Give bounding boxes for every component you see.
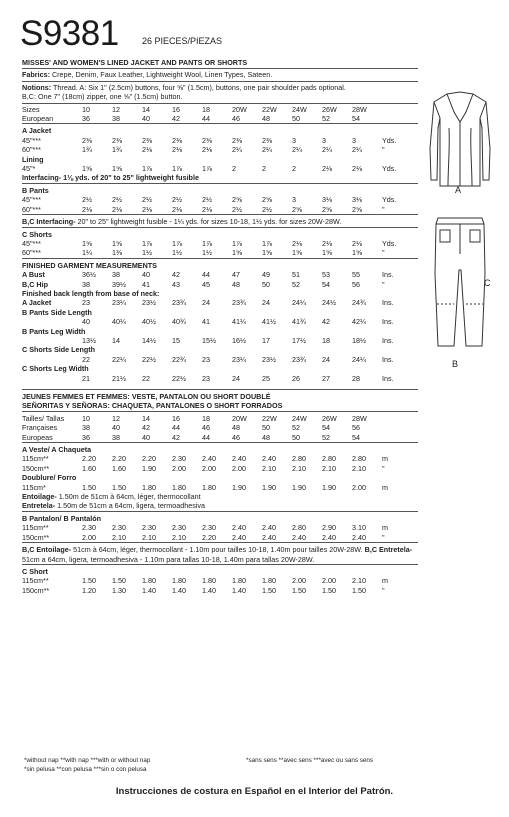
c-shorts-heading: C Shorts	[22, 229, 52, 239]
sizes-row: Sizes 10 12 14 16 18 20W 22W 24W 26W 28W	[22, 104, 367, 114]
c-115-row: 115cm** 1.50 1.50 1.80 1.80 1.80 1.80 1.80 2.00 2.00 2.10 m	[22, 576, 388, 586]
c-150-row: 150cm** 1.20 1.30 1.40 1.40 1.40 1.40 1.50 1.50 1.50 1.50 "	[22, 585, 385, 595]
jacket-line-drawing	[420, 88, 500, 193]
back-length-heading: Finished back length from base of neck:	[22, 288, 160, 298]
bc-entoilage-row: B,C Entoilage- 51cm à 64cm, léger, thermocollant - 1.10m pour tailles 10-18, 1.40m pour tailles 20W-28W. B,C Entretela- 51cm a 64cm, ligera, termoadhesiva - 1.10m para tallas 10-18, 1.40m para tallas 20W-28W.	[22, 545, 413, 564]
b-pants-heading: B Pants	[22, 185, 49, 195]
footnote-es: *sin pelusa **con pelusa ***sin o con pelusa	[24, 766, 147, 773]
a-115-row: 115cm** 2.20 2.20 2.20 2.30 2.40 2.40 2.40 2.80 2.80 2.80 m	[22, 454, 388, 464]
fr-title: JEUNES FEMMES ET FEMMES: VESTE, PANTALON OU SHORT DOUBLÉ	[22, 392, 271, 401]
b-60-row: 60"*** 2⅛ 2⅛ 2⅛ 2⅛ 2⅛ 2½ 2½ 2⅝ 2⅝ 2⅝ "	[22, 204, 385, 214]
jacket-length-row: A Jacket 23 23¼ 23½ 23¾ 24 23¾ 24 24¼ 24½ 24¾ Ins.	[22, 298, 394, 308]
lining-heading: Lining	[22, 154, 44, 164]
a-bust-row: A Bust 36½ 38 40 42 44 47 49 51 53 55 Ins.	[22, 270, 394, 280]
english-yardage-table	[22, 105, 418, 383]
c-side-heading: C Shorts Side Length	[22, 345, 96, 355]
b-leg-heading: B Pants Leg Width	[22, 326, 86, 336]
figure-label-c: C	[484, 278, 491, 288]
a-veste-heading: A Veste/ A Chaqueta	[22, 445, 92, 455]
d-115-row: 115cm* 1.50 1.50 1.80 1.80 1.80 1.90 1.90 1.90 1.90 2.00 m	[22, 482, 388, 492]
c-45-row: 45"*** 1⅝ 1⅝ 1⅞ 1⅞ 1⅞ 1⅞ 1⅞ 2⅛ 2⅛ 2⅛ Yds.	[22, 238, 397, 248]
a-150-row: 150cm** 1.60 1.60 1.90 2.00 2.00 2.00 2.10 2.10 2.10 2.10 "	[22, 463, 385, 473]
c-60-row: 60"*** 1¼ 1⅜ 1½ 1½ 1½ 1⅝ 1⅝ 1⅝ 1⅝ 1⅝ "	[22, 248, 385, 258]
pieces-count: 26 PIECES/PIEZAS	[142, 36, 223, 46]
foreign-yardage-table	[22, 389, 418, 595]
bc-interfacing-row: B,C Interfacing- 20" to 25" lightweight fusible - 1¼ yds. for sizes 10-18, 1½ yds. for sizes 20W-28W.	[22, 217, 342, 227]
bc-hip-row: B,C Hip 38 39½ 41 43 45 48 50 52 54 56 "	[22, 279, 385, 289]
entoilage-row: Entoilage- 1.50m de 51cm à 64cm, léger, thermocollant	[22, 492, 201, 502]
doublure-heading: Doublure/ Forro	[22, 473, 77, 483]
notions: Notions: Thread. A: Six 1" (2.5cm) buttons, four ⅝" (1.5cm), buttons, one pair shoulder pads optional.	[22, 82, 346, 92]
francaises-row: Françaises 38 40 42 44 46 48 50 52 54 56	[22, 423, 360, 433]
figure-label-a: A	[455, 185, 462, 195]
notions-bc: B,C: One 7" (18cm) zipper, one ⅝" (1.5cm) button.	[22, 92, 183, 102]
b-115-row: 115cm** 2.30 2.30 2.30 2.30 2.30 2.40 2.40 2.80 2.90 3.10 m	[22, 523, 388, 533]
europeas-row: Europeas 36 38 40 42 44 46 48 50 52 54	[22, 432, 360, 442]
figure-label-b: B	[452, 359, 459, 369]
b-pantalon-heading: B Pantalon/ B Pantalón	[22, 513, 102, 523]
b-150-row: 150cm** 2.00 2.10 2.10 2.10 2.20 2.40 2.40 2.40 2.40 2.40 "	[22, 532, 385, 542]
chart-pane	[22, 58, 418, 595]
c-short-heading: C Short	[22, 566, 48, 576]
interfacing-row: Interfacing- 1⅛ yds. of 20" to 25" lightweight fusible	[22, 173, 199, 183]
pants-line-drawing	[430, 214, 490, 354]
finished-heading: FINISHED GARMENT MEASUREMENTS	[22, 260, 157, 270]
b-45-row: 45"*** 2½ 2½ 2½ 2½ 2½ 2⅝ 2⅝ 3 3⅛ 3⅛ Yds.	[22, 195, 397, 205]
footnote-en: *without nap **with nap ***with or without nap	[24, 757, 151, 764]
pattern-number: S9381	[20, 14, 119, 53]
footnote-fr: *sans sens **avec sens ***avec ou sans sens	[246, 757, 374, 764]
tailles-row: Tailles/ Tallas 10 12 14 16 18 20W 22W 24W 26W 28W	[22, 413, 367, 423]
lining-45-row: 45"* 1⅝ 1⅝ 1⅞ 1⅞ 1⅞ 2 2 2 2⅛ 2⅛ Yds.	[22, 164, 397, 174]
c-leg-heading: C Shorts Leg Width	[22, 364, 89, 374]
a-jacket-heading: A Jacket	[22, 126, 52, 136]
a-45-row: 45"*** 2⅜ 2⅜ 2⅜ 2⅜ 2⅜ 2⅜ 2⅜ 3 3 3 Yds.	[22, 135, 397, 145]
english-title: MISSES' AND WOMEN'S LINED JACKET AND PANTS OR SHORTS	[22, 58, 248, 67]
b-side-row: 40 40¼ 40½ 40¾ 41 41¼ 41½ 41¾ 42 42¼ Ins.	[82, 317, 394, 327]
a-60-row: 60"*** 1¾ 1¾ 2⅛ 2⅛ 2⅛ 2¼ 2¼ 2¼ 2¼ 2¼ "	[22, 145, 385, 155]
european-row: European 36 38 40 42 44 46 48 50 52 54	[22, 114, 360, 124]
fabrics: Fabrics: Crepe, Denim, Faux Leather, Lightweight Wool, Linen Types, Sateen.	[22, 70, 273, 80]
c-leg-row: 21 21½ 22 22½ 23 24 25 26 27 28 Ins.	[82, 373, 394, 383]
b-side-heading: B Pants Side Length	[22, 307, 92, 317]
entretela-row: Entretela- 1.50m de 51cm a 64cm, ligera, termoadhesiva	[22, 501, 205, 511]
b-leg-row: 13½ 14 14½ 15 15½ 16½ 17 17½ 18 18½ Ins.	[82, 335, 394, 345]
c-side-row: 22 22¼ 22½ 22¾ 23 23¼ 23½ 23¾ 24 24¼ Ins.	[82, 354, 394, 364]
spanish-instructions-note: Instrucciones de costura en Español en el Interior del Patrón.	[115, 786, 394, 797]
es-title: SEÑORITAS Y SEÑORAS: CHAQUETA, PANTALONES O SHORT FORRADOS	[22, 401, 283, 411]
